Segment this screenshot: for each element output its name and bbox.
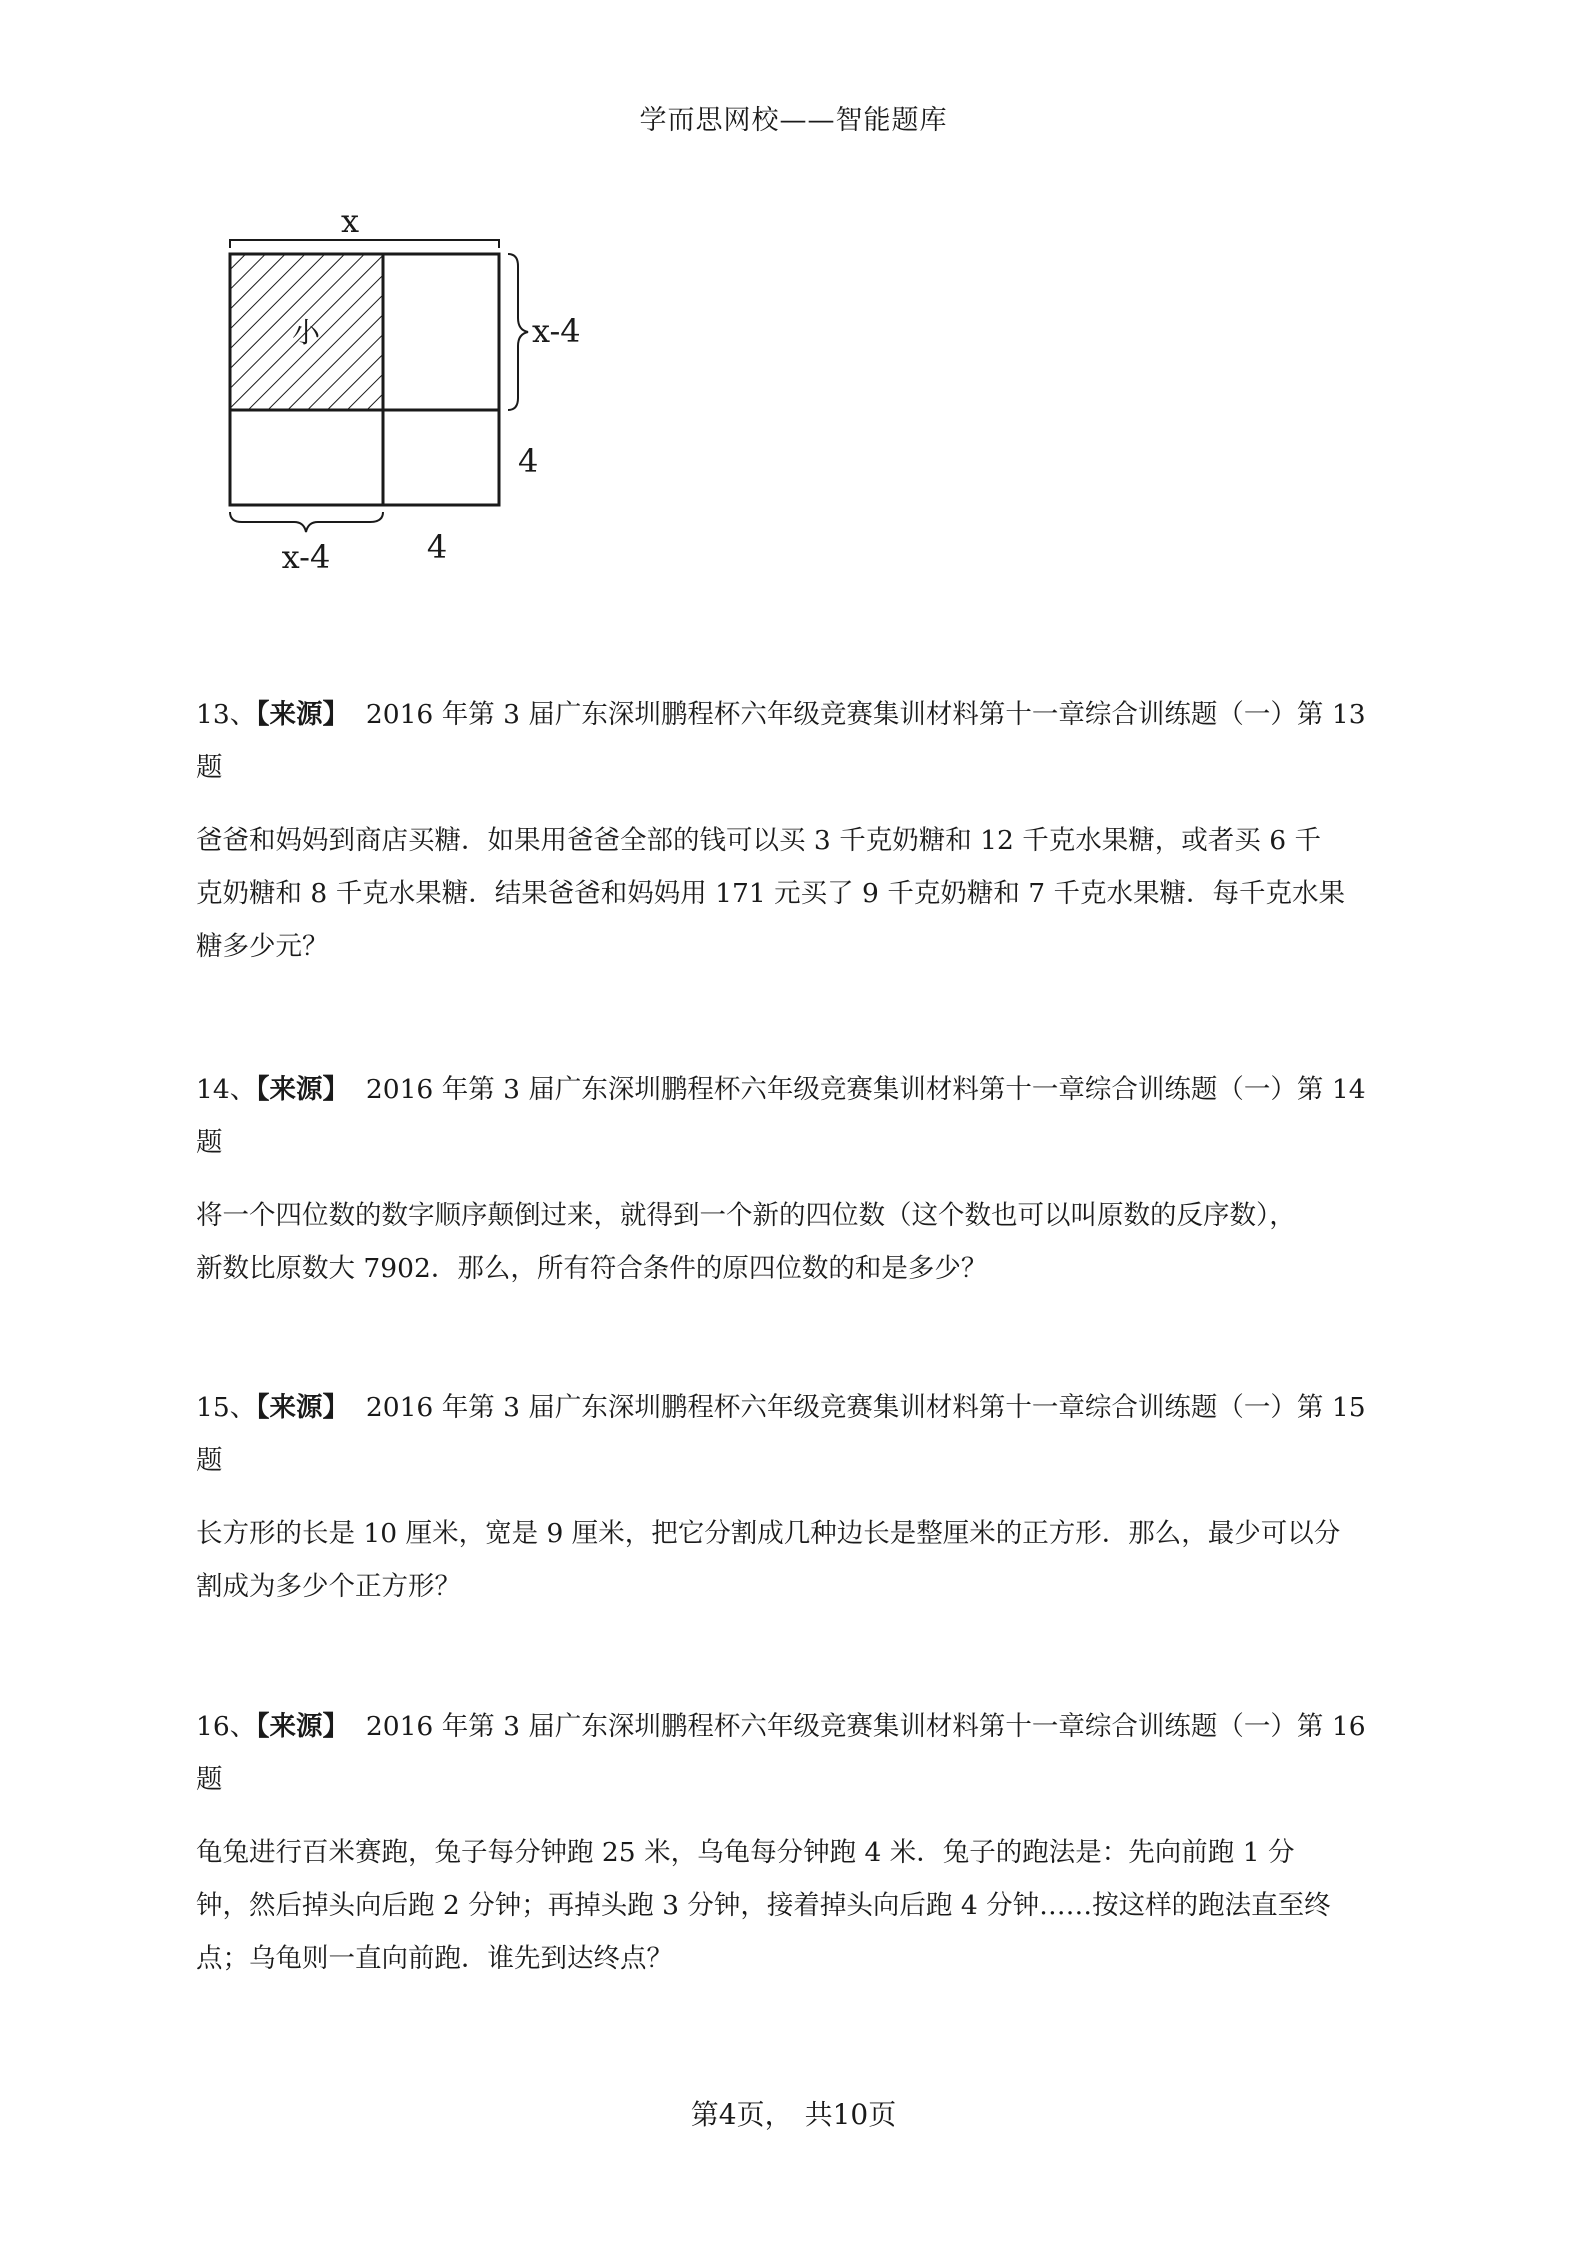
body-line: 长方形的长是 10 厘米，宽是 9 厘米，把它分割成几种边长是整厘米的正方形．那么，最少可以分 xyxy=(196,1518,1341,1549)
question-15 xyxy=(196,1381,1406,1613)
body-line: 新数比原数大 7902．那么，所有符合条件的原四位数的和是多少？ xyxy=(196,1253,988,1284)
source-text: 2016 年第 3 届广东深圳鹏程杯六年级竞赛集训材料第十一章综合训练题（一）第 15 xyxy=(365,1392,1366,1423)
source-line-2: 题 xyxy=(196,1445,223,1476)
right-brace xyxy=(508,254,528,410)
source-line-1 xyxy=(196,1381,1406,1434)
body-line: 龟兔进行百米赛跑，兔子每分钟跑 25 米，乌龟每分钟跑 4 米．兔子的跑法是：先向前跑 1 分 xyxy=(196,1837,1295,1868)
question-body xyxy=(196,814,1406,973)
question-number: 14、 xyxy=(196,1074,257,1105)
source-line-1 xyxy=(196,688,1406,741)
body-line: 糖多少元？ xyxy=(196,931,329,962)
square-diagram-figure xyxy=(200,200,620,590)
source-tag: 【来源】 xyxy=(256,1392,349,1423)
source-text: 2016 年第 3 届广东深圳鹏程杯六年级竞赛集训材料第十一章综合训练题（一）第 13 xyxy=(365,699,1366,730)
question-16 xyxy=(196,1700,1406,1985)
source-tag: 【来源】 xyxy=(256,1711,349,1742)
question-number: 16、 xyxy=(196,1711,257,1742)
label-right-upper: x-4 xyxy=(532,312,581,350)
label-inside: 小 xyxy=(291,316,321,349)
question-number: 13、 xyxy=(196,699,257,730)
source-line-2: 题 xyxy=(196,1127,223,1158)
page-footer xyxy=(0,2093,1587,2133)
body-line: 割成为多少个正方形？ xyxy=(196,1571,461,1602)
source-tag: 【来源】 xyxy=(256,699,349,730)
label-right-lower: 4 xyxy=(518,442,539,480)
question-source xyxy=(196,1381,1406,1487)
label-bottom-left: x-4 xyxy=(281,538,331,576)
label-bottom-right: 4 xyxy=(426,528,448,566)
page-header: 学而思网校——智能题库 xyxy=(639,105,948,136)
source-line-2: 题 xyxy=(196,752,223,783)
bottom-brace xyxy=(230,512,383,532)
source-text: 2016 年第 3 届广东深圳鹏程杯六年级竞赛集训材料第十一章综合训练题（一）第 16 xyxy=(365,1711,1366,1742)
question-13 xyxy=(196,688,1406,973)
question-body xyxy=(196,1507,1406,1613)
body-line: 克奶糖和 8 千克水果糖．结果爸爸和妈妈用 171 元买了 9 千克奶糖和 7 千克水果糖．每千克水果 xyxy=(196,878,1346,909)
question-14 xyxy=(196,1063,1406,1295)
question-source xyxy=(196,1700,1406,1806)
source-line-1 xyxy=(196,1700,1406,1753)
body-line: 点；乌龟则一直向前跑．谁先到达终点？ xyxy=(196,1943,673,1974)
body-line: 爸爸和妈妈到商店买糖．如果用爸爸全部的钱可以买 3 千克奶糖和 12 千克水果糖，或者买 6 千 xyxy=(196,825,1321,856)
label-top-x: x xyxy=(340,202,360,240)
question-source xyxy=(196,688,1406,794)
source-line-1 xyxy=(196,1063,1406,1116)
page-number: 第4页， xyxy=(690,2098,793,2131)
top-brace xyxy=(230,240,499,248)
body-line: 将一个四位数的数字顺序颠倒过来，就得到一个新的四位数（这个数也可以叫原数的反序数）， xyxy=(196,1200,1296,1231)
source-text: 2016 年第 3 届广东深圳鹏程杯六年级竞赛集训材料第十一章综合训练题（一）第 14 xyxy=(365,1074,1366,1105)
question-source xyxy=(196,1063,1406,1169)
question-number: 15、 xyxy=(196,1392,257,1423)
body-line: 钟，然后掉头向后跑 2 分钟；再掉头跑 3 分钟，接着掉头向后跑 4 分钟……按这样的跑法直至终 xyxy=(196,1890,1331,1921)
source-tag: 【来源】 xyxy=(256,1074,349,1105)
page-total: 共10页 xyxy=(804,2098,897,2131)
square-diagram xyxy=(200,200,620,590)
question-body xyxy=(196,1826,1406,1985)
question-body xyxy=(196,1189,1406,1295)
source-line-2: 题 xyxy=(196,1764,223,1795)
